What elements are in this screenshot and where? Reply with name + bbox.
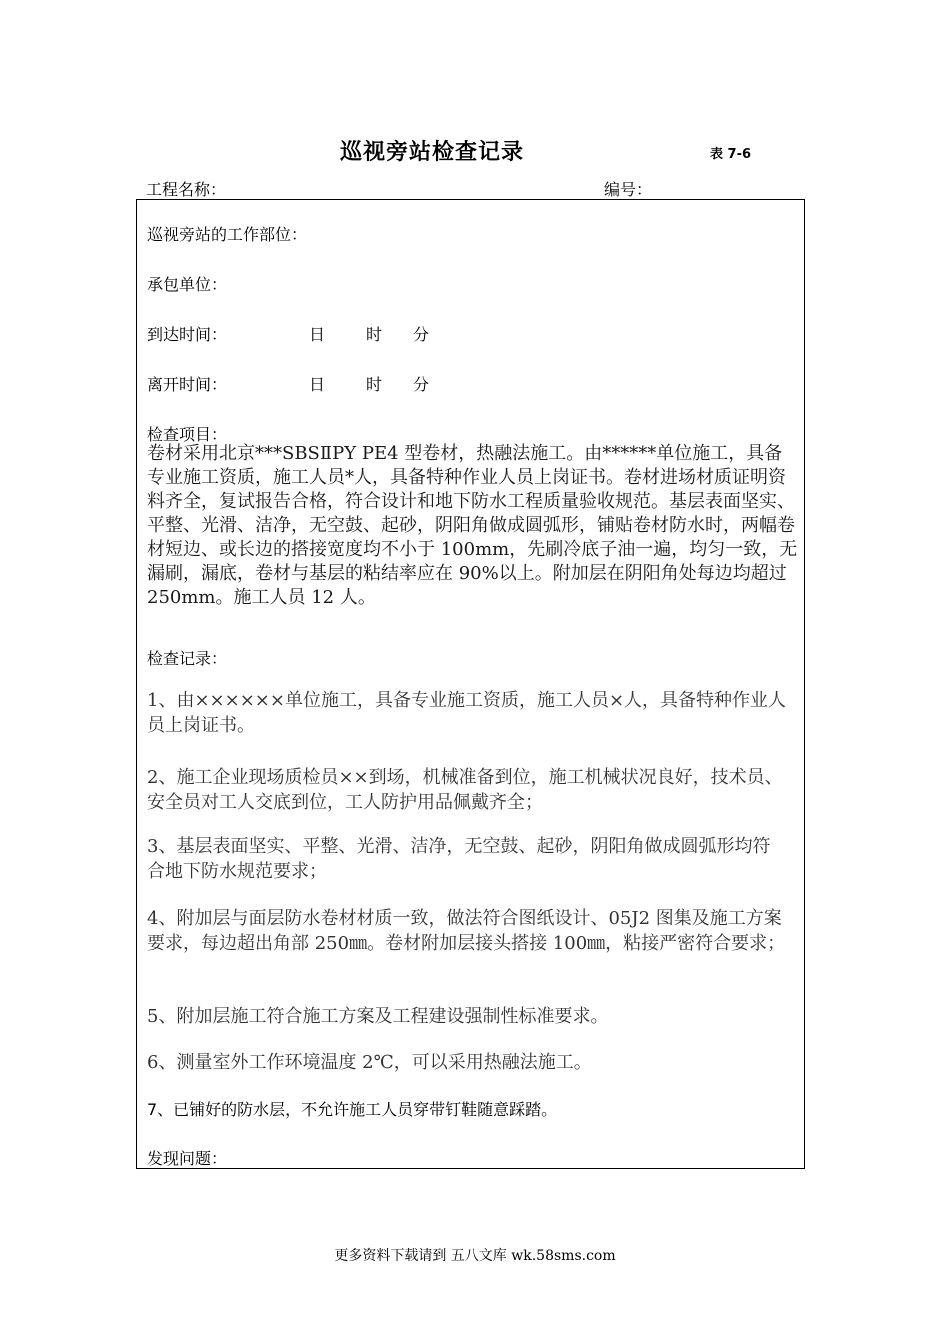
inspection-items-text: 卷材采用北京***SBSⅡPY PE4 型卷材，热融法施工。由******单位施工，具备专业施工资质，施工人员*人，具备特种作业人员上岗证书。卷材进场材质证明资料齐全，复试报告合格，符合设计和地下防水工程质量验收规范。基层表面坚实、平整、光滑、洁净，无空鼓、起砂，阴阳角做成圆弧形，铺贴卷材防水时，两幅卷材短边、或长边的搭接宽度均不小于 100mm，先刷冷底子油一遍，均匀一致，无漏刷，漏底，卷材与基层的粘结率应在 90%以上。附加层在阴阳角处每边均超过 250mm。施工人员 12 人。 xyxy=(147,443,798,608)
record-item-2: 2、施工企业现场质检员××到场，机械准备到位，施工机械状况良好，技术员、安全员对工人交底到位，工人防护用品佩戴齐全； xyxy=(147,767,783,813)
problems-found-label: 发现问题： xyxy=(147,1149,228,1168)
project-name-label: 工程名称： xyxy=(146,180,227,199)
contractor-label: 承包单位： xyxy=(147,275,228,294)
departure-day-unit: 日 xyxy=(309,375,326,394)
arrival-time-label: 到达时间： xyxy=(147,325,228,344)
form-number: 表 7-6 xyxy=(710,147,752,162)
page-title: 巡视旁站检查记录 xyxy=(340,140,525,165)
record-form-box xyxy=(136,199,805,1169)
serial-number-label: 编号： xyxy=(604,180,653,199)
record-item-5: 5、附加层施工符合施工方案及工程建设强制性标准要求。 xyxy=(147,1006,609,1027)
footer-text: 更多资料下载请到 五八文库 wk.58sms.com xyxy=(334,1248,616,1264)
record-item-4: 4、附加层与面层防水卷材材质一致，做法符合图纸设计、05J2 图集及施工方案要求，每边超出角部 250㎜。卷材附加层接头搭接 100㎜，粘接严密符合要求； xyxy=(147,908,786,954)
record-item-6: 6、测量室外工作环境温度 2℃，可以采用热融法施工。 xyxy=(147,1052,592,1073)
departure-time-label: 离开时间： xyxy=(147,375,228,394)
record-item-7: 7、已铺好的防水层，不允许施工人员穿带钉鞋随意踩踏。 xyxy=(147,1100,558,1119)
arrival-minute-unit: 分 xyxy=(413,325,430,344)
record-item-3: 3、基层表面坚实、平整、光滑、洁净，无空鼓、起砂，阴阳角做成圆弧形均符合地下防水规范要求； xyxy=(147,836,771,882)
departure-minute-unit: 分 xyxy=(413,375,430,394)
inspection-items-label: 检查项目： xyxy=(147,425,228,444)
departure-hour-unit: 时 xyxy=(366,375,383,394)
arrival-day-unit: 日 xyxy=(309,325,326,344)
inspection-records-label: 检查记录： xyxy=(147,649,228,668)
record-item-1: 1、由××××××单位施工，具备专业施工资质，施工人员×人，具备特种作业人员上岗证书。 xyxy=(147,690,787,736)
arrival-hour-unit: 时 xyxy=(366,325,383,344)
work-location-label: 巡视旁站的工作部位： xyxy=(147,225,308,244)
